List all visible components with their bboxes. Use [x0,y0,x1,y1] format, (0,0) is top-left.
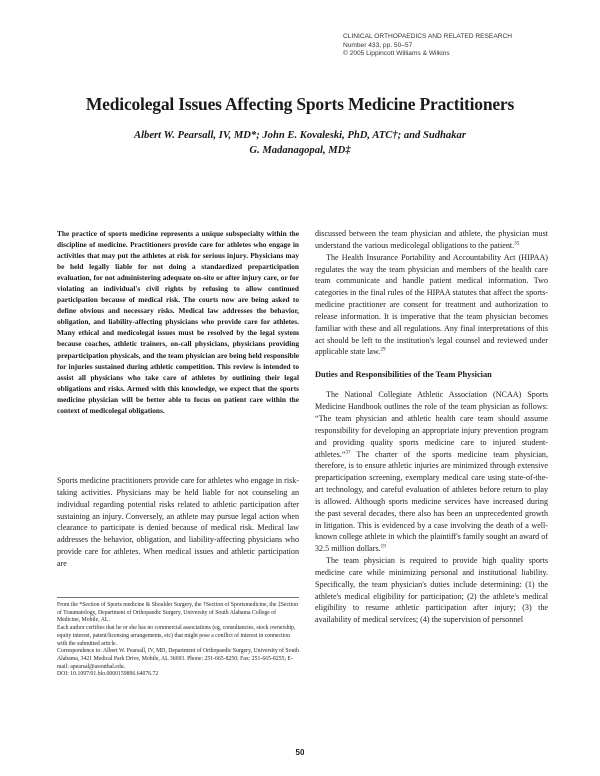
citation-ref: 35 [514,240,520,247]
footnote [57,602,299,679]
paragraph-text: discussed between the team physician and athlete, the physician must understand the various medicolegal obligations to the patient. [315,229,548,250]
citation-ref: 29 [380,346,386,353]
citation-ref: 19 [380,543,386,550]
journal-header [343,33,512,59]
section-heading: Duties and Responsibilities of the Team Physician [315,370,492,380]
footnote-correspondence: Correspondence to: Albert W. Pearsall, IV, MD, Department of Orthopaedic Surgery, University of South Alabama, 3421 Medical Park Drive, Mobile, AL 36693. Phone: 251-665-8250; Fax: 251-665-8255; E-mail: apearsal@usouthal.edu. [57,648,299,670]
abstract: The practice of sports medicine represents a unique subspecialty within the discipline of medicine. Practitioners provide care for athletes who engage in activities that may put the athletes at risk for serious injury. Physicians may be held legally liable for not doing a standardized preparticipation evaluation, for not administering adequate on-site or after injury care, or for violating an individual's civil rights by refusing to allow continued participation because of medical risk. The courts now are being asked to define obvious and necessary risks. Medical law addresses the behavior, obligation, and liability-affecting physicians who provide care for athletes. Many ethical and medicolegal issues must be resolved by the legal system because coaches, athletic trainers, on-call physicians, physicians providing preparticipation physicals, and the team physician are being held responsible for injuries sustained during athletic competition. This review is intended to assist all physicians who take care of athletes by outlining their legal obligations and risks. Armed with this knowledge, we expect that the sports medicine physician will be better able to focus on patient care within the context of medicolegal obligations. [57,229,299,415]
journal-issue: Number 433, pp. 50–57 [342,41,413,49]
footnote-doi: DOI: 10.1097/01.blo.0000159896.64076.72 [57,671,159,678]
paragraph-text: The National Collegiate Athletic Association (NCAA) Sports Medicine Handbook outlines the role of the team physician as follows: “The team physician and athletic health care team should assume responsibility for developing an appropriate injury prevention program and providing quality sports medicine care to injured student-athletes.” [315,390,548,459]
article-authors [118,129,482,158]
paragraph-duties: The team physician is required to provide high quality sports medicine care while minimizing personal and institutional liability. Specifically, the team physician's duties include determining: (1) the athlete's medical eligibility for participation; (2) the athlete's medical eligibility to resume athletic participation after injury; (3) the availability of medical services; (4) the supervision of personnel [315,556,548,625]
journal-name: CLINICAL ORTHOPAEDICS AND RELATED RESEARCH [342,33,512,40]
footnote-affiliations: From the *Section of Sports medicine & Shoulder Surgery, the †Section of Sportsmedicine, the ‡Section of Traumatology, Department of Orthopaedic Surgery, University of South Alabama College of Medicine, Mobile, AL. [57,602,298,624]
authors-line-2: G. Madanagopal, MD‡ [249,144,351,156]
right-column [315,228,548,626]
footnote-disclosure: Each author certifies that he or she has no commercial associations (eg, consultancies, stock ownership, equity interest, patent/licensing arrangements, etc) that might pose a conflict of interest in connection with the submitted article. [57,625,296,647]
paragraph-hipaa [315,252,548,359]
paragraph-ncaa [315,389,548,555]
citation-ref: 37 [345,448,351,455]
intro-paragraph: Sports medicine practitioners provide care for athletes who engage in risk-taking activities. Physicians may be held liable for not counseling an individual regarding potential risks related to athletic participation after sustaining an injury. Conversely, an athlete may pursue legal action when clearance to participate is denied because of medical risk. Medical law addresses the behavior, obligation, and liability-affecting physicians who provide care for athletes. When medical issues and athletic participation are [57,476,299,568]
page-number: 50 [295,748,305,757]
paragraph-text: The Health Insurance Portability and Accountability Act (HIPAA) regulates the way the team physician and members of the health care team communicate and handle patient medical information. Two categories in the final rules of the HIPAA statutes that affect the sports-medicine practitioner are consent for treatment and authorization to release information. It is imperative that the team physician becomes familiar with these and all regulations. Any final interpretations of this act should be left to the institution's legal counsel and reviewed under applicable state law. [315,252,548,357]
article-title: Medicolegal Issues Affecting Sports Medicine Practitioners [85,94,515,114]
paragraph-continued [315,228,548,252]
journal-copyright: © 2005 Lippincott Williams & Wilkins [342,50,450,58]
paragraph-text: The charter of the sports medicine team physician, therefore, is to ensure athletic injuries are minimized through extensive preparticipation screening, exemplary medical care using state-of-the-art technology, and careful evaluation of athletes before return to play is allowed. Although sports medicine services have increased during the past several decades, there also has been an unprecedented growth in litigation. This is evidenced by a case involving the death of a well-known college athlete in which the plaintiff's family sought an award of 32.5 million dollars. [315,449,548,554]
authors-line-1: Albert W. Pearsall, IV, MD*; John E. Kovaleski, PhD, ATC†; and Sudhakar [134,130,466,141]
footnote-divider [57,597,299,598]
